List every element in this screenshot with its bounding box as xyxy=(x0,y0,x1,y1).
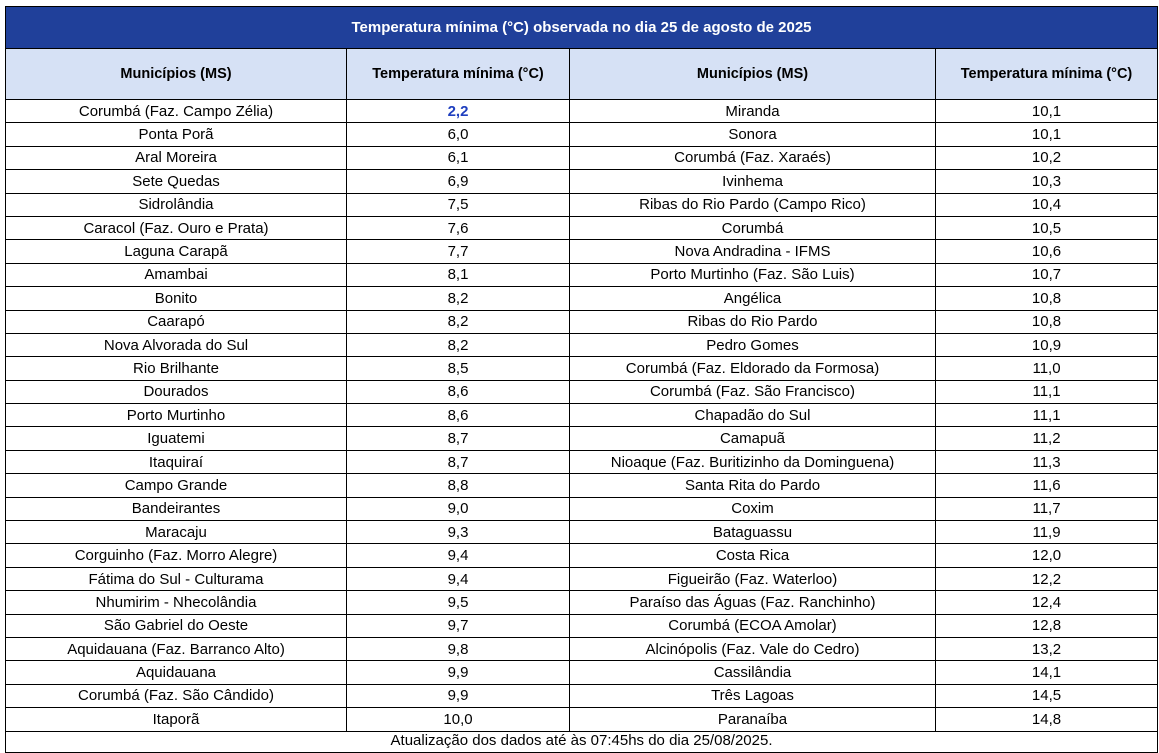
municipio-cell: Paraíso das Águas (Faz. Ranchinho) xyxy=(570,591,936,614)
municipio-cell: Corguinho (Faz. Morro Alegre) xyxy=(6,544,347,567)
temperature-cell: 8,8 xyxy=(347,474,570,497)
temperature-cell: 7,5 xyxy=(347,193,570,216)
temperature-cell: 14,8 xyxy=(936,708,1158,731)
header-temperatura-2: Temperatura mínima (°C) xyxy=(936,49,1158,100)
temperature-cell: 8,5 xyxy=(347,357,570,380)
table-row xyxy=(6,544,1158,567)
municipio-cell: Paranaíba xyxy=(570,708,936,731)
municipio-cell: Corumbá (Faz. São Cândido) xyxy=(6,684,347,707)
temperature-cell: 6,1 xyxy=(347,146,570,169)
temperature-cell: 11,7 xyxy=(936,497,1158,520)
municipio-cell: Amambai xyxy=(6,263,347,286)
temperature-cell: 10,0 xyxy=(347,708,570,731)
temperature-cell: 10,4 xyxy=(936,193,1158,216)
municipio-cell: Corumbá (Faz. Campo Zélia) xyxy=(6,100,347,123)
municipio-cell: Costa Rica xyxy=(570,544,936,567)
temperature-table-container xyxy=(5,6,1157,753)
table-row xyxy=(6,357,1158,380)
municipio-cell: Porto Murtinho (Faz. São Luis) xyxy=(570,263,936,286)
temperature-cell: 14,1 xyxy=(936,661,1158,684)
header-municipios-2: Municípios (MS) xyxy=(570,49,936,100)
municipio-cell: Corumbá xyxy=(570,216,936,239)
title-row xyxy=(6,7,1158,49)
temperature-cell: 7,7 xyxy=(347,240,570,263)
table-row xyxy=(6,661,1158,684)
municipio-cell: Caracol (Faz. Ouro e Prata) xyxy=(6,216,347,239)
municipio-cell: Corumbá (ECOA Amolar) xyxy=(570,614,936,637)
temperature-cell: 12,4 xyxy=(936,591,1158,614)
municipio-cell: Laguna Carapã xyxy=(6,240,347,263)
temperature-cell: 12,2 xyxy=(936,567,1158,590)
temperature-table xyxy=(5,6,1158,753)
temperature-cell: 6,0 xyxy=(347,123,570,146)
table-title: Temperatura mínima (°C) observada no dia 25 de agosto de 2025 xyxy=(6,7,1158,49)
municipio-cell: Alcinópolis (Faz. Vale do Cedro) xyxy=(570,637,936,660)
municipio-cell: Cassilândia xyxy=(570,661,936,684)
table-row xyxy=(6,474,1158,497)
temperature-cell: 11,9 xyxy=(936,521,1158,544)
temperature-cell: 10,8 xyxy=(936,310,1158,333)
table-row xyxy=(6,310,1158,333)
table-row xyxy=(6,100,1158,123)
header-municipios-1: Municípios (MS) xyxy=(6,49,347,100)
temperature-cell: 7,6 xyxy=(347,216,570,239)
temperature-cell: 8,7 xyxy=(347,450,570,473)
temperature-cell: 13,2 xyxy=(936,637,1158,660)
temperature-cell: 9,3 xyxy=(347,521,570,544)
municipio-cell: Miranda xyxy=(570,100,936,123)
municipio-cell: Ivinhema xyxy=(570,170,936,193)
temperature-cell: 10,5 xyxy=(936,216,1158,239)
table-row xyxy=(6,146,1158,169)
temperature-cell: 10,6 xyxy=(936,240,1158,263)
municipio-cell: Figueirão (Faz. Waterloo) xyxy=(570,567,936,590)
temperature-cell: 8,2 xyxy=(347,333,570,356)
municipio-cell: Nhumirim - Nhecolândia xyxy=(6,591,347,614)
municipio-cell: Sete Quedas xyxy=(6,170,347,193)
municipio-cell: Chapadão do Sul xyxy=(570,404,936,427)
temperature-cell: 11,1 xyxy=(936,404,1158,427)
municipio-cell: Aquidauana (Faz. Barranco Alto) xyxy=(6,637,347,660)
municipio-cell: Santa Rita do Pardo xyxy=(570,474,936,497)
municipio-cell: Nova Alvorada do Sul xyxy=(6,333,347,356)
table-row xyxy=(6,404,1158,427)
table-row xyxy=(6,216,1158,239)
temperature-cell: 9,4 xyxy=(347,544,570,567)
temperature-cell: 11,6 xyxy=(936,474,1158,497)
municipio-cell: Ponta Porã xyxy=(6,123,347,146)
temperature-cell: 9,0 xyxy=(347,497,570,520)
municipio-cell: Bonito xyxy=(6,287,347,310)
municipio-cell: Ribas do Rio Pardo (Campo Rico) xyxy=(570,193,936,216)
municipio-cell: Itaquiraí xyxy=(6,450,347,473)
temperature-cell: 8,1 xyxy=(347,263,570,286)
temperature-cell: 10,1 xyxy=(936,123,1158,146)
municipio-cell: Corumbá (Faz. Eldorado da Formosa) xyxy=(570,357,936,380)
temperature-cell: 8,6 xyxy=(347,404,570,427)
temperature-cell: 6,9 xyxy=(347,170,570,193)
municipio-cell: Nova Andradina - IFMS xyxy=(570,240,936,263)
table-row xyxy=(6,123,1158,146)
municipio-cell: Angélica xyxy=(570,287,936,310)
temperature-cell: 9,7 xyxy=(347,614,570,637)
temperature-cell: 8,2 xyxy=(347,310,570,333)
header-row xyxy=(6,49,1158,100)
municipio-cell: Fátima do Sul - Culturama xyxy=(6,567,347,590)
temperature-cell: 9,4 xyxy=(347,567,570,590)
municipio-cell: Caarapó xyxy=(6,310,347,333)
table-row xyxy=(6,427,1158,450)
municipio-cell: Maracaju xyxy=(6,521,347,544)
municipio-cell: Camapuã xyxy=(570,427,936,450)
table-row xyxy=(6,193,1158,216)
table-row xyxy=(6,263,1158,286)
table-row xyxy=(6,521,1158,544)
municipio-cell: Ribas do Rio Pardo xyxy=(570,310,936,333)
municipio-cell: Dourados xyxy=(6,380,347,403)
municipio-cell: Itaporã xyxy=(6,708,347,731)
table-row xyxy=(6,450,1158,473)
municipio-cell: Aral Moreira xyxy=(6,146,347,169)
temperature-cell: 11,2 xyxy=(936,427,1158,450)
municipio-cell: Pedro Gomes xyxy=(570,333,936,356)
table-row xyxy=(6,684,1158,707)
table-row xyxy=(6,287,1158,310)
table-row xyxy=(6,591,1158,614)
temperature-cell: 9,9 xyxy=(347,661,570,684)
municipio-cell: Aquidauana xyxy=(6,661,347,684)
temperature-cell: 10,8 xyxy=(936,287,1158,310)
table-row xyxy=(6,380,1158,403)
municipio-cell: Três Lagoas xyxy=(570,684,936,707)
municipio-cell: Corumbá (Faz. São Francisco) xyxy=(570,380,936,403)
municipio-cell: Bandeirantes xyxy=(6,497,347,520)
municipio-cell: Iguatemi xyxy=(6,427,347,450)
temperature-cell: 8,2 xyxy=(347,287,570,310)
temperature-cell: 10,9 xyxy=(936,333,1158,356)
table-row xyxy=(6,637,1158,660)
temperature-cell: 11,0 xyxy=(936,357,1158,380)
municipio-cell: Nioaque (Faz. Buritizinho da Dominguena) xyxy=(570,450,936,473)
temperature-cell: 10,2 xyxy=(936,146,1158,169)
municipio-cell: Sidrolândia xyxy=(6,193,347,216)
table-row xyxy=(6,708,1158,731)
municipio-cell: Rio Brilhante xyxy=(6,357,347,380)
temperature-cell: 14,5 xyxy=(936,684,1158,707)
temperature-cell: 10,7 xyxy=(936,263,1158,286)
header-temperatura-1: Temperatura mínima (°C) xyxy=(347,49,570,100)
temperature-cell: 10,3 xyxy=(936,170,1158,193)
municipio-cell: Porto Murtinho xyxy=(6,404,347,427)
municipio-cell: Sonora xyxy=(570,123,936,146)
temperature-cell: 9,9 xyxy=(347,684,570,707)
temperature-cell: 8,7 xyxy=(347,427,570,450)
update-note: Atualização dos dados até às 07:45hs do dia 25/08/2025. xyxy=(6,731,1158,752)
temperature-cell: 9,5 xyxy=(347,591,570,614)
table-row xyxy=(6,240,1158,263)
table-row xyxy=(6,567,1158,590)
municipio-cell: Corumbá (Faz. Xaraés) xyxy=(570,146,936,169)
temperature-cell: 9,8 xyxy=(347,637,570,660)
temperature-cell: 8,6 xyxy=(347,380,570,403)
table-row xyxy=(6,170,1158,193)
temperature-cell: 10,1 xyxy=(936,100,1158,123)
temperature-cell: 11,3 xyxy=(936,450,1158,473)
table-row xyxy=(6,497,1158,520)
temperature-cell: 12,0 xyxy=(936,544,1158,567)
table-row xyxy=(6,614,1158,637)
municipio-cell: São Gabriel do Oeste xyxy=(6,614,347,637)
temperature-cell: 12,8 xyxy=(936,614,1158,637)
table-row xyxy=(6,333,1158,356)
table-body xyxy=(6,100,1158,732)
municipio-cell: Campo Grande xyxy=(6,474,347,497)
municipio-cell: Coxim xyxy=(570,497,936,520)
municipio-cell: Bataguassu xyxy=(570,521,936,544)
temperature-cell: 11,1 xyxy=(936,380,1158,403)
footer-row xyxy=(6,731,1158,752)
temperature-cell: 2,2 xyxy=(347,100,570,123)
